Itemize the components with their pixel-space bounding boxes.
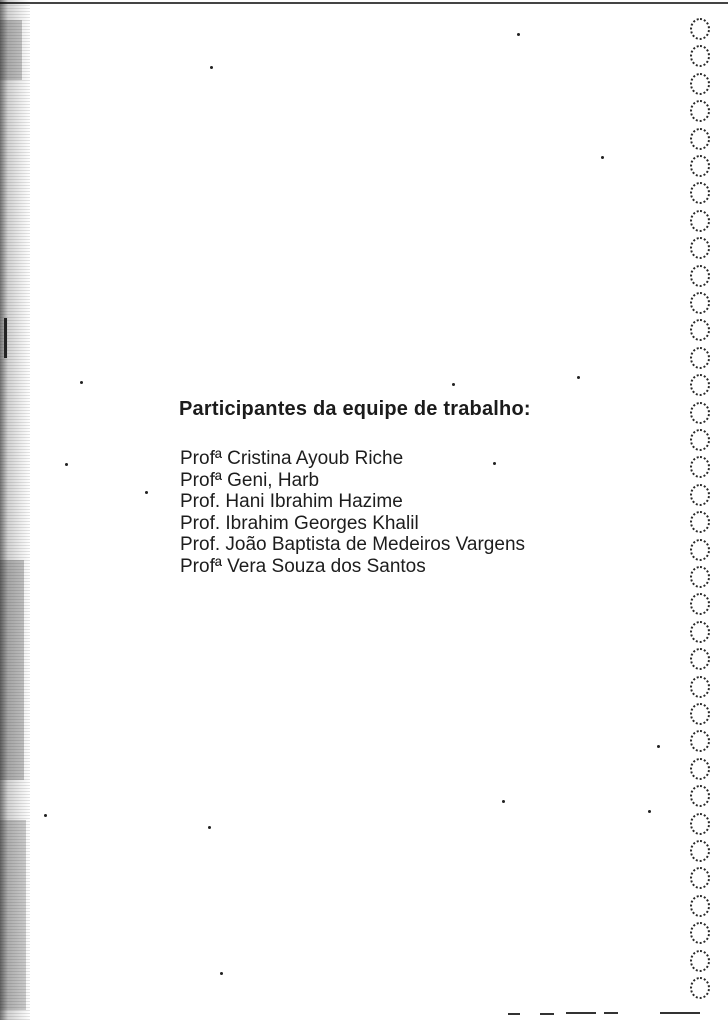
binding-hole-icon: [690, 950, 710, 972]
binding-hole-icon: [690, 593, 710, 615]
binding-hole-icon: [690, 840, 710, 862]
binding-hole-icon: [690, 703, 710, 725]
top-edge-line: [0, 2, 728, 4]
team-member: Prof. Hani Ibrahim Hazime: [180, 491, 403, 512]
binding-hole-icon: [690, 730, 710, 752]
binding-hole-icon: [690, 155, 710, 177]
binding-hole-icon: [690, 128, 710, 150]
binding-hole-icon: [690, 922, 710, 944]
dust-speck: [145, 491, 148, 494]
binding-hole-icon: [690, 566, 710, 588]
dust-speck: [210, 66, 213, 69]
spiral-binding: [684, 18, 724, 1008]
team-heading: Participantes da equipe de trabalho:: [179, 398, 531, 420]
binding-hole-icon: [690, 237, 710, 259]
team-member: Profª Vera Souza dos Santos: [180, 555, 426, 577]
dust-speck: [80, 381, 83, 384]
dust-speck: [648, 810, 651, 813]
binding-hole-icon: [690, 676, 710, 698]
team-member: Profª Cristina Ayoub Riche: [180, 448, 404, 469]
bottom-edge-mark: [540, 1013, 554, 1015]
binding-hole-icon: [690, 73, 710, 95]
binding-hole-icon: [690, 813, 710, 835]
binding-hole-icon: [690, 292, 710, 314]
left-edge-mark: [4, 318, 7, 358]
dust-speck: [517, 33, 520, 36]
binding-hole-icon: [690, 456, 710, 478]
dust-speck: [452, 383, 455, 386]
team-member: Profª Geni, Harb: [180, 469, 320, 491]
bottom-edge-mark: [508, 1013, 520, 1015]
binding-hole-icon: [690, 265, 710, 287]
binding-hole-icon: [690, 648, 710, 670]
binding-hole-icon: [690, 484, 710, 506]
left-edge-mark: [0, 560, 24, 780]
binding-hole-icon: [690, 18, 710, 40]
bottom-edge-mark: [660, 1012, 700, 1014]
binding-hole-icon: [690, 182, 710, 204]
left-edge-mark: [0, 20, 22, 80]
binding-hole-icon: [690, 319, 710, 341]
binding-hole-icon: [690, 347, 710, 369]
binding-hole-icon: [690, 100, 710, 122]
binding-hole-icon: [690, 210, 710, 232]
binding-hole-icon: [690, 867, 710, 889]
binding-hole-icon: [690, 977, 710, 999]
binding-hole-icon: [690, 374, 710, 396]
binding-hole-icon: [690, 539, 710, 561]
dust-speck: [208, 826, 211, 829]
binding-hole-icon: [690, 429, 710, 451]
left-edge-mark: [0, 820, 26, 1010]
binding-hole-icon: [690, 511, 710, 533]
dust-speck: [601, 156, 604, 159]
bottom-edge-mark: [604, 1012, 618, 1014]
binding-hole-icon: [690, 621, 710, 643]
binding-hole-icon: [690, 45, 710, 67]
binding-hole-icon: [690, 785, 710, 807]
dust-speck: [44, 814, 47, 817]
dust-speck: [502, 800, 505, 803]
dust-speck: [657, 745, 660, 748]
dust-speck: [577, 376, 580, 379]
dust-speck: [65, 463, 68, 466]
team-member: Prof. Ibrahim Georges Khalil: [180, 512, 419, 534]
bottom-edge-mark: [566, 1012, 596, 1014]
binding-hole-icon: [690, 758, 710, 780]
binding-hole-icon: [690, 895, 710, 917]
team-member: Prof. João Baptista de Medeiros Vargens: [180, 534, 526, 555]
team-member-list: [180, 448, 525, 577]
dust-speck: [220, 972, 223, 975]
binding-hole-icon: [690, 402, 710, 424]
